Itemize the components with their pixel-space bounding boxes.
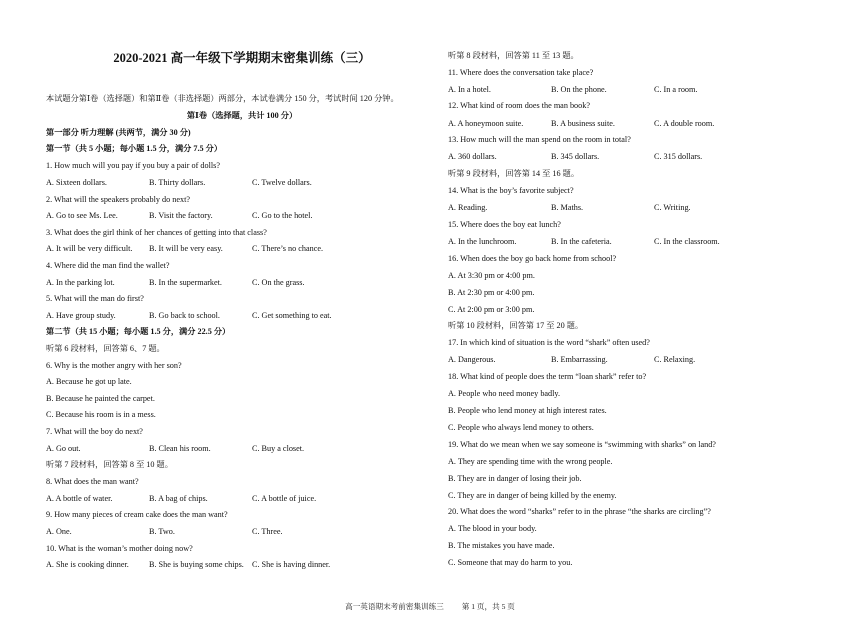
q17-option-b: B. Embarrassing. bbox=[551, 355, 608, 364]
exam-intro: 本试题分第Ⅰ卷（选择题）和第Ⅱ卷（非选择题）两部分，本试卷满分 150 分，考试时间 120 分钟。 bbox=[46, 94, 399, 103]
q5-option-c: C. Get something to eat. bbox=[252, 311, 332, 320]
question-7: 7. What will the boy do next? bbox=[46, 427, 143, 436]
q20-option-b: B. The mistakes you have made. bbox=[448, 541, 555, 550]
q9-option-b: B. Two. bbox=[149, 527, 175, 536]
question-2: 2. What will the speakers probably do next? bbox=[46, 195, 191, 204]
q6-option-a: A. Because he got up late. bbox=[46, 377, 132, 386]
question-13: 13. How much will the man spend on the room in total? bbox=[448, 135, 631, 144]
q14-option-c: C. Writing. bbox=[654, 203, 691, 212]
passage-9-instruction: 听第 9 段材料，回答第 14 至 16 题。 bbox=[448, 169, 580, 178]
q18-option-a: A. People who need money badly. bbox=[448, 389, 561, 398]
q5-option-a: A. Have group study. bbox=[46, 311, 116, 320]
q8-option-a: A. A bottle of water. bbox=[46, 494, 113, 503]
q12-option-a: A. A honeymoon suite. bbox=[448, 119, 524, 128]
question-4: 4. Where did the man find the wallet? bbox=[46, 261, 170, 270]
q7-option-c: C. Buy a closet. bbox=[252, 444, 305, 453]
q13-option-a: A. 360 dollars. bbox=[448, 152, 497, 161]
page-title: 2020-2021 高一年级下学期期末密集训练（三） bbox=[113, 51, 371, 65]
q12-option-b: B. A business suite. bbox=[551, 119, 615, 128]
question-1: 1. How much will you pay if you buy a pair of dolls? bbox=[46, 161, 220, 170]
q5-option-b: B. Go back to school. bbox=[149, 311, 220, 320]
footer-page-number: 第 1 页，共 5 页 bbox=[461, 602, 515, 611]
q18-option-c: C. People who always lend money to others. bbox=[448, 423, 594, 432]
question-8: 8. What does the man want? bbox=[46, 477, 139, 486]
question-3: 3. What does the girl think of her chances of getting into that class? bbox=[46, 228, 267, 237]
q9-option-c: C. Three. bbox=[252, 527, 283, 536]
question-14: 14. What is the boy’s favorite subject? bbox=[448, 186, 574, 195]
q16-option-a: A. At 3:30 pm or 4:00 pm. bbox=[448, 271, 535, 280]
q19-option-a: A. They are spending time with the wrong people. bbox=[448, 457, 613, 466]
q6-option-c: C. Because his room is in a mess. bbox=[46, 410, 156, 419]
q20-option-a: A. The blood in your body. bbox=[448, 524, 537, 533]
q4-option-b: B. In the supermarket. bbox=[149, 278, 222, 287]
passage-7-instruction: 听第 7 段材料，回答第 8 至 10 题。 bbox=[46, 460, 173, 469]
q11-option-a: A. In a hotel. bbox=[448, 85, 491, 94]
q6-option-b: B. Because he painted the carpet. bbox=[46, 394, 155, 403]
question-15: 15. Where does the boy eat lunch? bbox=[448, 220, 561, 229]
q16-option-c: C. At 2:00 pm or 3:00 pm. bbox=[448, 305, 535, 314]
q17-option-a: A. Dangerous. bbox=[448, 355, 496, 364]
q15-option-a: A. In the lunchroom. bbox=[448, 237, 517, 246]
q3-option-c: C. There’s no chance. bbox=[252, 244, 324, 253]
question-18: 18. What kind of people does the term “loan shark” refer to? bbox=[448, 372, 647, 381]
page-footer bbox=[0, 603, 860, 611]
q10-option-a: A. She is cooking dinner. bbox=[46, 560, 129, 569]
question-19: 19. What do we mean when we say someone is “swimming with sharks” on land? bbox=[448, 440, 716, 449]
q10-option-b: B. She is buying some chips. bbox=[149, 560, 244, 569]
part1-title: 第Ⅰ卷（选择题，共计 100 分） bbox=[186, 111, 298, 120]
question-10: 10. What is the woman’s mother doing now? bbox=[46, 544, 193, 553]
q3-option-b: B. It will be very easy. bbox=[149, 244, 223, 253]
q20-option-c: C. Someone that may do harm to you. bbox=[448, 558, 573, 567]
section1-title: 第一部分 听力理解 (共两节，满分 30 分) bbox=[46, 128, 191, 137]
q1-option-c: C. Twelve dollars. bbox=[252, 178, 312, 187]
q15-option-c: C. In the classroom. bbox=[654, 237, 720, 246]
question-9: 9. How many pieces of cream cake does the man want? bbox=[46, 510, 228, 519]
question-20: 20. What does the word “sharks” refer to in the phrase “the sharks are circling”? bbox=[448, 507, 711, 516]
q19-option-b: B. They are in danger of losing their job. bbox=[448, 474, 582, 483]
q14-option-b: B. Maths. bbox=[551, 203, 584, 212]
passage-10-instruction: 听第 10 段材料，回答第 17 至 20 题。 bbox=[448, 321, 584, 330]
q2-option-a: A. Go to see Ms. Lee. bbox=[46, 211, 118, 220]
q7-option-b: B. Clean his room. bbox=[149, 444, 211, 453]
q7-option-a: A. Go out. bbox=[46, 444, 81, 453]
footer-doc-name: 高一英语期末考前密集训练三 bbox=[345, 602, 444, 611]
q14-option-a: A. Reading. bbox=[448, 203, 488, 212]
section1-part1-title: 第一节（共 5 小题；每小题 1.5 分，满分 7.5 分） bbox=[46, 144, 223, 153]
question-11: 11. Where does the conversation take place? bbox=[448, 68, 594, 77]
passage-6-instruction: 听第 6 段材料，回答第 6、7 题。 bbox=[46, 344, 165, 353]
q11-option-c: C. In a room. bbox=[654, 85, 698, 94]
q4-option-c: C. On the grass. bbox=[252, 278, 305, 287]
q3-option-a: A. It will be very difficult. bbox=[46, 244, 133, 253]
q9-option-a: A. One. bbox=[46, 527, 72, 536]
q1-option-a: A. Sixteen dollars. bbox=[46, 178, 107, 187]
q19-option-c: C. They are in danger of being killed by the enemy. bbox=[448, 491, 617, 500]
q11-option-b: B. On the phone. bbox=[551, 85, 607, 94]
passage-8-instruction: 听第 8 段材料，回答第 11 至 13 题。 bbox=[448, 51, 579, 60]
q8-option-b: B. A bag of chips. bbox=[149, 494, 208, 503]
q15-option-b: B. In the cafeteria. bbox=[551, 237, 612, 246]
q4-option-a: A. In the parking lot. bbox=[46, 278, 115, 287]
question-6: 6. Why is the mother angry with her son? bbox=[46, 361, 182, 370]
question-16: 16. When does the boy go back home from school? bbox=[448, 254, 617, 263]
q2-option-b: B. Visit the factory. bbox=[149, 211, 213, 220]
q16-option-b: B. At 2:30 pm or 4:00 pm. bbox=[448, 288, 535, 297]
q13-option-c: C. 315 dollars. bbox=[654, 152, 703, 161]
q13-option-b: B. 345 dollars. bbox=[551, 152, 600, 161]
q18-option-b: B. People who lend money at high interest rates. bbox=[448, 406, 607, 415]
q10-option-c: C. She is having dinner. bbox=[252, 560, 331, 569]
q17-option-c: C. Relaxing. bbox=[654, 355, 696, 364]
question-5: 5. What will the man do first? bbox=[46, 294, 144, 303]
question-12: 12. What kind of room does the man book? bbox=[448, 101, 590, 110]
q8-option-c: C. A bottle of juice. bbox=[252, 494, 317, 503]
section1-part2-title: 第二节（共 15 小题；每小题 1.5 分，满分 22.5 分） bbox=[46, 327, 231, 336]
q1-option-b: B. Thirty dollars. bbox=[149, 178, 206, 187]
question-17: 17. In which kind of situation is the word “shark” often used? bbox=[448, 338, 650, 347]
q12-option-c: C. A double room. bbox=[654, 119, 715, 128]
q2-option-c: C. Go to the hotel. bbox=[252, 211, 313, 220]
